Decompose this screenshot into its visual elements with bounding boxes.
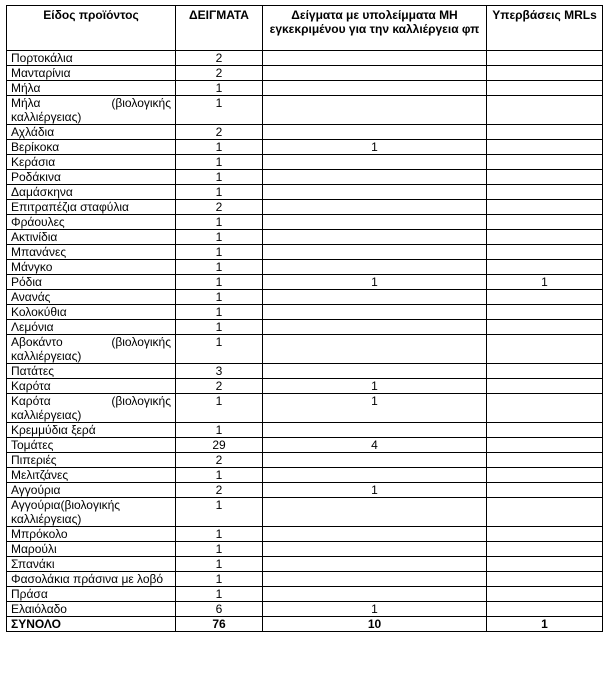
cell-mrl xyxy=(487,602,603,617)
cell-unapproved xyxy=(263,557,487,572)
table-row xyxy=(7,453,603,468)
cell-samples: 1 xyxy=(176,320,263,335)
cell-unapproved xyxy=(263,200,487,215)
cell-samples: 1 xyxy=(176,260,263,275)
table-row xyxy=(7,468,603,483)
cell-product: Κεράσια xyxy=(7,155,176,170)
cell-mrl xyxy=(487,155,603,170)
cell-samples: 1 xyxy=(176,498,263,527)
cell-product: Τομάτες xyxy=(7,438,176,453)
cell-mrl xyxy=(487,438,603,453)
cell-product: Πατάτες xyxy=(7,364,176,379)
table-row xyxy=(7,423,603,438)
table-row xyxy=(7,275,603,290)
cell-unapproved xyxy=(263,305,487,320)
cell-product: Αβοκάντο (βιολογικής καλλιέργειας) xyxy=(7,335,176,364)
cell-samples: 1 xyxy=(176,290,263,305)
cell-mrl xyxy=(487,305,603,320)
cell-unapproved xyxy=(263,572,487,587)
cell-samples: 2 xyxy=(176,66,263,81)
cell-unapproved xyxy=(263,155,487,170)
cell-mrl xyxy=(487,587,603,602)
table-row xyxy=(7,320,603,335)
cell-mrl xyxy=(487,125,603,140)
table-row xyxy=(7,572,603,587)
table-row xyxy=(7,557,603,572)
residue-table xyxy=(6,5,603,632)
table-row xyxy=(7,305,603,320)
table-row xyxy=(7,394,603,423)
cell-mrl xyxy=(487,170,603,185)
header-mrl: Υπερβάσεις MRLs xyxy=(487,6,603,51)
cell-samples: 1 xyxy=(176,394,263,423)
cell-unapproved xyxy=(263,527,487,542)
cell-unapproved: 1 xyxy=(263,275,487,290)
cell-samples: 2 xyxy=(176,483,263,498)
cell-product: Ελαιόλαδο xyxy=(7,602,176,617)
table-row xyxy=(7,438,603,453)
cell-samples: 1 xyxy=(176,275,263,290)
total-row xyxy=(7,617,603,632)
cell-samples: 1 xyxy=(176,170,263,185)
table-row xyxy=(7,185,603,200)
cell-mrl xyxy=(487,51,603,66)
cell-mrl xyxy=(487,364,603,379)
cell-unapproved: 1 xyxy=(263,602,487,617)
header-samples: ΔΕΙΓΜΑΤΑ xyxy=(176,6,263,51)
cell-mrl xyxy=(487,215,603,230)
table-row xyxy=(7,170,603,185)
table-row xyxy=(7,335,603,364)
cell-unapproved: 1 xyxy=(263,140,487,155)
cell-product: Ροδάκινα xyxy=(7,170,176,185)
table-row xyxy=(7,51,603,66)
table-body xyxy=(7,51,603,617)
cell-unapproved xyxy=(263,335,487,364)
table-row xyxy=(7,66,603,81)
table-row xyxy=(7,498,603,527)
cell-product: Κρεμμύδια ξερά xyxy=(7,423,176,438)
table-row xyxy=(7,542,603,557)
table-row xyxy=(7,379,603,394)
table-row xyxy=(7,587,603,602)
cell-mrl xyxy=(487,96,603,125)
cell-product: Λεμόνια xyxy=(7,320,176,335)
cell-samples: 6 xyxy=(176,602,263,617)
table-row xyxy=(7,260,603,275)
table-row xyxy=(7,483,603,498)
cell-product: Ρόδια xyxy=(7,275,176,290)
cell-unapproved xyxy=(263,96,487,125)
cell-mrl xyxy=(487,260,603,275)
cell-unapproved xyxy=(263,170,487,185)
header-row xyxy=(7,6,603,51)
cell-samples: 29 xyxy=(176,438,263,453)
cell-product: Βερίκοκα xyxy=(7,140,176,155)
cell-product: Μανταρίνια xyxy=(7,66,176,81)
cell-mrl xyxy=(487,140,603,155)
cell-samples: 1 xyxy=(176,335,263,364)
table-row xyxy=(7,602,603,617)
table-row xyxy=(7,96,603,125)
cell-product: Μάνγκο xyxy=(7,260,176,275)
cell-unapproved xyxy=(263,453,487,468)
cell-mrl xyxy=(487,200,603,215)
cell-samples: 2 xyxy=(176,379,263,394)
cell-product: Αγγούρια xyxy=(7,483,176,498)
cell-product: Μήλα xyxy=(7,81,176,96)
cell-product: Φασολάκια πράσινα με λοβό xyxy=(7,572,176,587)
cell-product: Καρότα xyxy=(7,379,176,394)
cell-samples: 1 xyxy=(176,527,263,542)
cell-samples: 2 xyxy=(176,51,263,66)
table-row xyxy=(7,81,603,96)
cell-product: Καρότα (βιολογικής καλλιέργειας) xyxy=(7,394,176,423)
cell-unapproved xyxy=(263,468,487,483)
cell-mrl xyxy=(487,483,603,498)
cell-product: Αγγούρια(βιολογικής καλλιέργειας) xyxy=(7,498,176,527)
cell-mrl xyxy=(487,230,603,245)
cell-mrl xyxy=(487,498,603,527)
cell-mrl xyxy=(487,320,603,335)
total-label: ΣΥΝΟΛΟ xyxy=(7,617,176,632)
total-samples: 76 xyxy=(176,617,263,632)
cell-product: Δαμάσκηνα xyxy=(7,185,176,200)
cell-unapproved: 1 xyxy=(263,394,487,423)
cell-product: Μαρούλι xyxy=(7,542,176,557)
cell-mrl xyxy=(487,557,603,572)
cell-unapproved xyxy=(263,498,487,527)
cell-samples: 1 xyxy=(176,542,263,557)
table-row xyxy=(7,155,603,170)
cell-unapproved: 4 xyxy=(263,438,487,453)
table-row xyxy=(7,527,603,542)
cell-samples: 1 xyxy=(176,81,263,96)
cell-product: Ακτινίδια xyxy=(7,230,176,245)
cell-samples: 1 xyxy=(176,587,263,602)
cell-mrl xyxy=(487,542,603,557)
cell-samples: 3 xyxy=(176,364,263,379)
cell-unapproved xyxy=(263,66,487,81)
header-unapproved: Δείγματα με υπολείμματα ΜΗ εγκεκριμένου για την καλλιέργεια φπ xyxy=(263,6,487,51)
cell-product: Μπρόκολο xyxy=(7,527,176,542)
cell-mrl xyxy=(487,453,603,468)
cell-unapproved xyxy=(263,260,487,275)
cell-product: Μήλα (βιολογικής καλλιέργειας) xyxy=(7,96,176,125)
cell-unapproved xyxy=(263,185,487,200)
cell-mrl xyxy=(487,468,603,483)
table-row xyxy=(7,125,603,140)
cell-samples: 1 xyxy=(176,155,263,170)
cell-mrl xyxy=(487,335,603,364)
table-row xyxy=(7,245,603,260)
cell-mrl xyxy=(487,81,603,96)
cell-mrl: 1 xyxy=(487,275,603,290)
cell-unapproved xyxy=(263,215,487,230)
cell-unapproved: 1 xyxy=(263,483,487,498)
table-row xyxy=(7,200,603,215)
cell-product: Πιπεριές xyxy=(7,453,176,468)
cell-unapproved: 1 xyxy=(263,379,487,394)
total-mrl: 1 xyxy=(487,617,603,632)
cell-mrl xyxy=(487,379,603,394)
cell-mrl xyxy=(487,423,603,438)
cell-mrl xyxy=(487,394,603,423)
table-row xyxy=(7,364,603,379)
cell-unapproved xyxy=(263,423,487,438)
cell-unapproved xyxy=(263,245,487,260)
cell-samples: 1 xyxy=(176,468,263,483)
table-row xyxy=(7,230,603,245)
cell-samples: 1 xyxy=(176,572,263,587)
cell-samples: 1 xyxy=(176,96,263,125)
table-row xyxy=(7,290,603,305)
cell-unapproved xyxy=(263,320,487,335)
cell-product: Ανανάς xyxy=(7,290,176,305)
cell-samples: 1 xyxy=(176,423,263,438)
cell-samples: 2 xyxy=(176,453,263,468)
cell-samples: 1 xyxy=(176,215,263,230)
cell-unapproved xyxy=(263,125,487,140)
cell-samples: 1 xyxy=(176,140,263,155)
cell-samples: 1 xyxy=(176,230,263,245)
cell-unapproved xyxy=(263,542,487,557)
cell-product: Επιτραπέζια σταφύλια xyxy=(7,200,176,215)
cell-samples: 2 xyxy=(176,125,263,140)
cell-samples: 2 xyxy=(176,200,263,215)
cell-unapproved xyxy=(263,364,487,379)
cell-product: Κολοκύθια xyxy=(7,305,176,320)
cell-mrl xyxy=(487,185,603,200)
cell-unapproved xyxy=(263,81,487,96)
cell-mrl xyxy=(487,66,603,81)
total-unapproved: 10 xyxy=(263,617,487,632)
cell-mrl xyxy=(487,290,603,305)
cell-product: Πορτοκάλια xyxy=(7,51,176,66)
header-product: Είδος προϊόντος xyxy=(7,6,176,51)
cell-samples: 1 xyxy=(176,557,263,572)
cell-product: Μελιτζάνες xyxy=(7,468,176,483)
cell-unapproved xyxy=(263,230,487,245)
cell-product: Μπανάνες xyxy=(7,245,176,260)
cell-samples: 1 xyxy=(176,245,263,260)
cell-unapproved xyxy=(263,51,487,66)
cell-mrl xyxy=(487,572,603,587)
cell-product: Πράσα xyxy=(7,587,176,602)
cell-mrl xyxy=(487,245,603,260)
cell-samples: 1 xyxy=(176,305,263,320)
cell-product: Αχλάδια xyxy=(7,125,176,140)
cell-samples: 1 xyxy=(176,185,263,200)
cell-unapproved xyxy=(263,587,487,602)
table-row xyxy=(7,215,603,230)
cell-mrl xyxy=(487,527,603,542)
cell-unapproved xyxy=(263,290,487,305)
cell-product: Σπανάκι xyxy=(7,557,176,572)
cell-product: Φράουλες xyxy=(7,215,176,230)
table-row xyxy=(7,140,603,155)
